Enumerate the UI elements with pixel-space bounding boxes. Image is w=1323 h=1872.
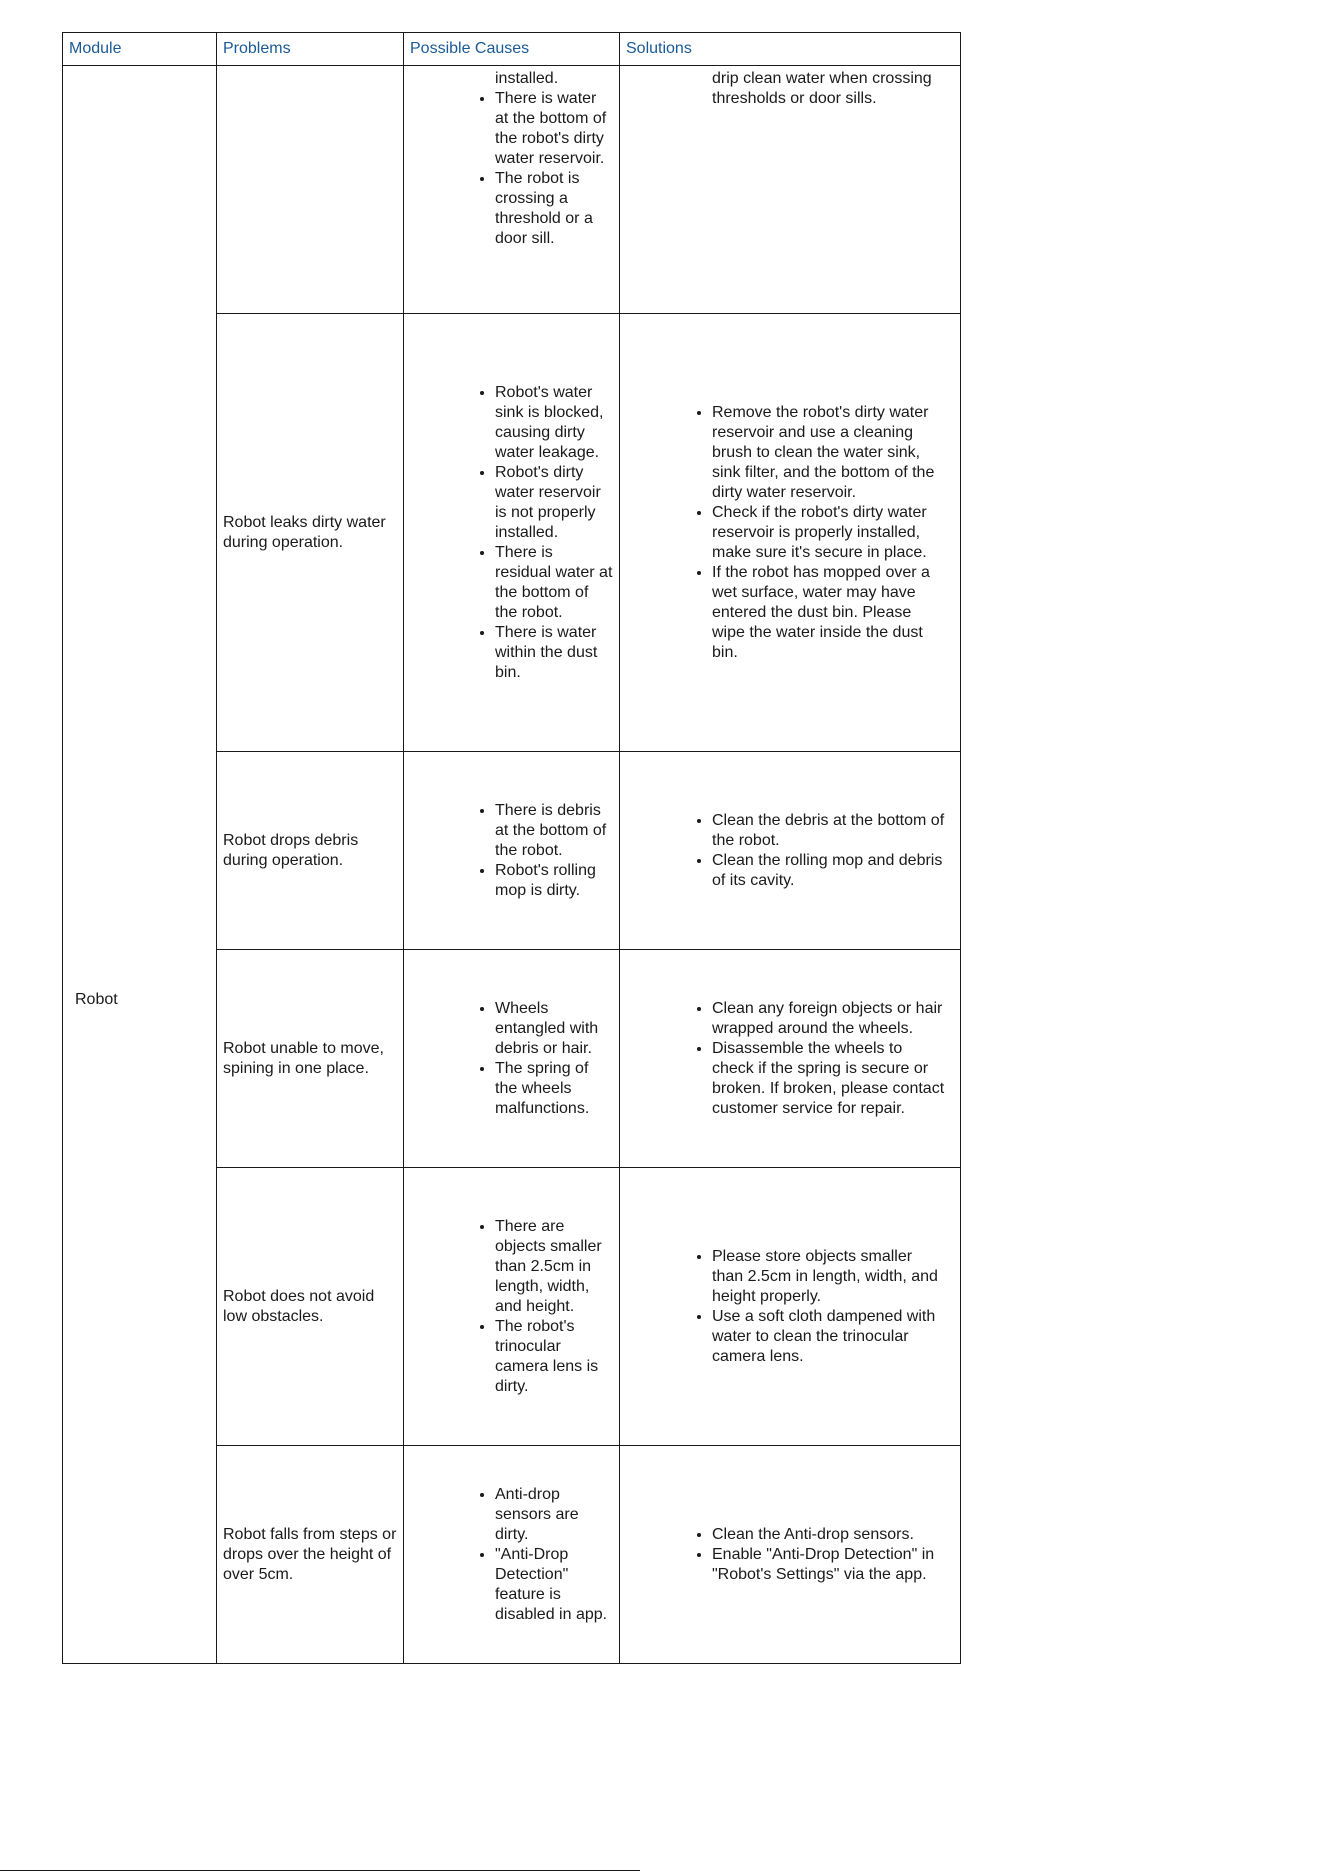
causes-cell bbox=[404, 314, 620, 752]
cause-continuation: installed. bbox=[495, 70, 559, 87]
cause-item: • There is residual water at the bottom of the robot. bbox=[495, 543, 613, 623]
cause-item: • The robot is crossing a threshold or a door sill. bbox=[495, 169, 613, 249]
problem-cell: Robot does not avoid low obstacles. bbox=[217, 1168, 404, 1446]
solutions-cell bbox=[620, 1168, 961, 1446]
cause-item: • Wheels entangled with debris or hair. bbox=[495, 999, 613, 1059]
footnote-divider bbox=[0, 1870, 640, 1871]
cause-item: • There is water at the bottom of the robot's dirty water reservoir. bbox=[495, 89, 613, 169]
cause-item: • There are objects smaller than 2.5cm in length, width, and height. bbox=[495, 1217, 613, 1317]
solutions-cell bbox=[620, 314, 961, 752]
problem-cell: Robot drops debris during operation. bbox=[217, 752, 404, 950]
solution-continuation: drip clean water when crossing thresholds or door sills. bbox=[712, 70, 932, 107]
cause-item: • The spring of the wheels malfunctions. bbox=[495, 1059, 613, 1119]
header-possible-causes: Possible Causes bbox=[404, 33, 620, 66]
cause-item: • Robot's rolling mop is dirty. bbox=[495, 861, 613, 901]
causes-cell bbox=[404, 1168, 620, 1446]
solution-item: • Remove the robot's dirty water reservoir and use a cleaning brush to clean the water sink, sink filter, and the bottom of the dirty water reservoir. bbox=[712, 403, 946, 503]
header-module: Module bbox=[63, 33, 217, 66]
solutions-cell bbox=[620, 752, 961, 950]
module-cell bbox=[63, 66, 217, 1664]
cause-item: • Robot's dirty water reservoir is not properly installed. bbox=[495, 463, 613, 543]
solution-item: • Disassemble the wheels to check if the spring is secure or broken. If broken, please contact customer service for repair. bbox=[712, 1039, 946, 1119]
header-solutions: Solutions bbox=[620, 33, 961, 66]
solutions-cell bbox=[620, 66, 961, 314]
causes-cell bbox=[404, 1446, 620, 1664]
cause-item: • There is water within the dust bin. bbox=[495, 623, 613, 683]
problem-cell: Robot unable to move, spining in one place. bbox=[217, 950, 404, 1168]
solution-item: • Use a soft cloth dampened with water to clean the trinocular camera lens. bbox=[712, 1307, 946, 1367]
problem-cell: Robot falls from steps or drops over the height of over 5cm. bbox=[217, 1446, 404, 1664]
causes-cell bbox=[404, 752, 620, 950]
solution-item: • Check if the robot's dirty water reservoir is properly installed, make sure it's secure in place. bbox=[712, 503, 946, 563]
solution-item: • Clean the Anti-drop sensors. bbox=[712, 1525, 946, 1545]
causes-cell bbox=[404, 950, 620, 1168]
table-header-row bbox=[63, 33, 961, 66]
cause-item: • Anti-drop sensors are dirty. bbox=[495, 1485, 613, 1545]
cause-item: • The robot's trinocular camera lens is dirty. bbox=[495, 1317, 613, 1397]
solution-item: • Clean any foreign objects or hair wrapped around the wheels. bbox=[712, 999, 946, 1039]
cause-item: • "Anti-Drop Detection" feature is disabled in app. bbox=[495, 1545, 613, 1625]
module-label: Robot bbox=[75, 991, 118, 1008]
table-row bbox=[63, 66, 961, 314]
solution-item: • Enable "Anti-Drop Detection" in "Robot's Settings" via the app. bbox=[712, 1545, 946, 1585]
solution-item: • Clean the rolling mop and debris of its cavity. bbox=[712, 851, 946, 891]
problem-cell: Robot leaks dirty water during operation. bbox=[217, 314, 404, 752]
cause-item: • There is debris at the bottom of the robot. bbox=[495, 801, 613, 861]
solution-item: • If the robot has mopped over a wet surface, water may have entered the dust bin. Please wipe the water inside the dust bin. bbox=[712, 563, 946, 663]
header-problems: Problems bbox=[217, 33, 404, 66]
cause-item: • Robot's water sink is blocked, causing dirty water leakage. bbox=[495, 383, 613, 463]
solutions-cell bbox=[620, 1446, 961, 1664]
solution-item: • Please store objects smaller than 2.5cm in length, width, and height properly. bbox=[712, 1247, 946, 1307]
solution-item: • Clean the debris at the bottom of the robot. bbox=[712, 811, 946, 851]
causes-cell bbox=[404, 66, 620, 314]
solutions-cell bbox=[620, 950, 961, 1168]
problem-cell bbox=[217, 66, 404, 314]
troubleshooting-table bbox=[62, 32, 961, 1664]
